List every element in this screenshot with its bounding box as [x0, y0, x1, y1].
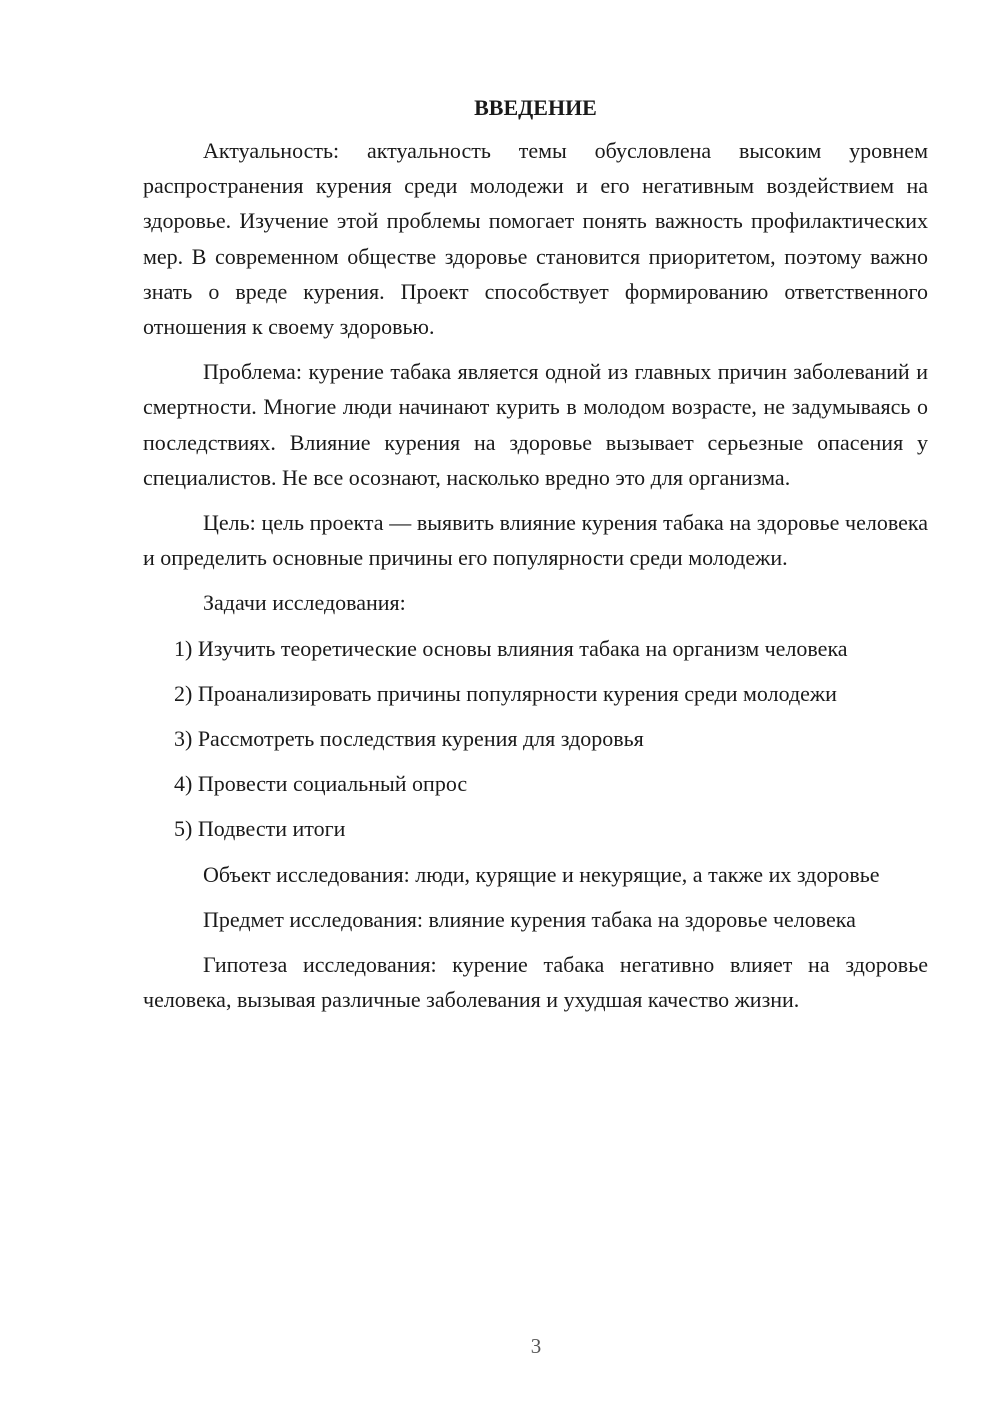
goal-paragraph: Цель: цель проекта — выявить влияние курения табака на здоровье человека и определить основные причины его популярности среди молодежи.: [143, 510, 928, 571]
task-item-5: 5) Подвести итоги: [174, 816, 346, 842]
task-item-1: 1) Изучить теоретические основы влияния табака на организм человека: [174, 635, 848, 661]
task-item-2: 2) Проанализировать причины популярности курения среди молодежи: [174, 680, 837, 706]
object-paragraph: Объект исследования: люди, курящие и некурящие, а также их здоровье: [203, 861, 880, 887]
tasks-heading: Задачи исследования:: [203, 590, 406, 616]
document-page: [143, 90, 928, 1017]
task-item-3: 3) Рассмотреть последствия курения для здоровья: [174, 726, 644, 752]
relevance-paragraph: Актуальность: актуальность темы обусловлена высоким уровнем распространения курения среди молодежи и его негативным воздействием на здоровье. Изучение этой проблемы помогает понять важность профилактических мер. В современном обществе здоровье становится приоритетом, поэтому важно знать о вреде курения. Проект способствует формированию ответственного отношения к своему здоровью.: [143, 138, 928, 340]
page-number: 3: [530, 1334, 542, 1358]
section-title: ВВЕДЕНИЕ: [474, 95, 597, 120]
subject-paragraph: Предмет исследования: влияние курения табака на здоровье человека: [203, 906, 856, 932]
hypothesis-paragraph: Гипотеза исследования: курение табака негативно влияет на здоровье человека, вызывая различные заболевания и ухудшая качество жизни.: [143, 952, 928, 1013]
task-item-4: 4) Провести социальный опрос: [174, 771, 468, 797]
problem-paragraph: Проблема: курение табака является одной из главных причин заболеваний и смертности. Многие люди начинают курить в молодом возрасте, не задумываясь о последствиях. Влияние курения на здоровье вызывает серьезные опасения у специалистов. Не все осознают, насколько вредно это для организма.: [143, 359, 928, 490]
